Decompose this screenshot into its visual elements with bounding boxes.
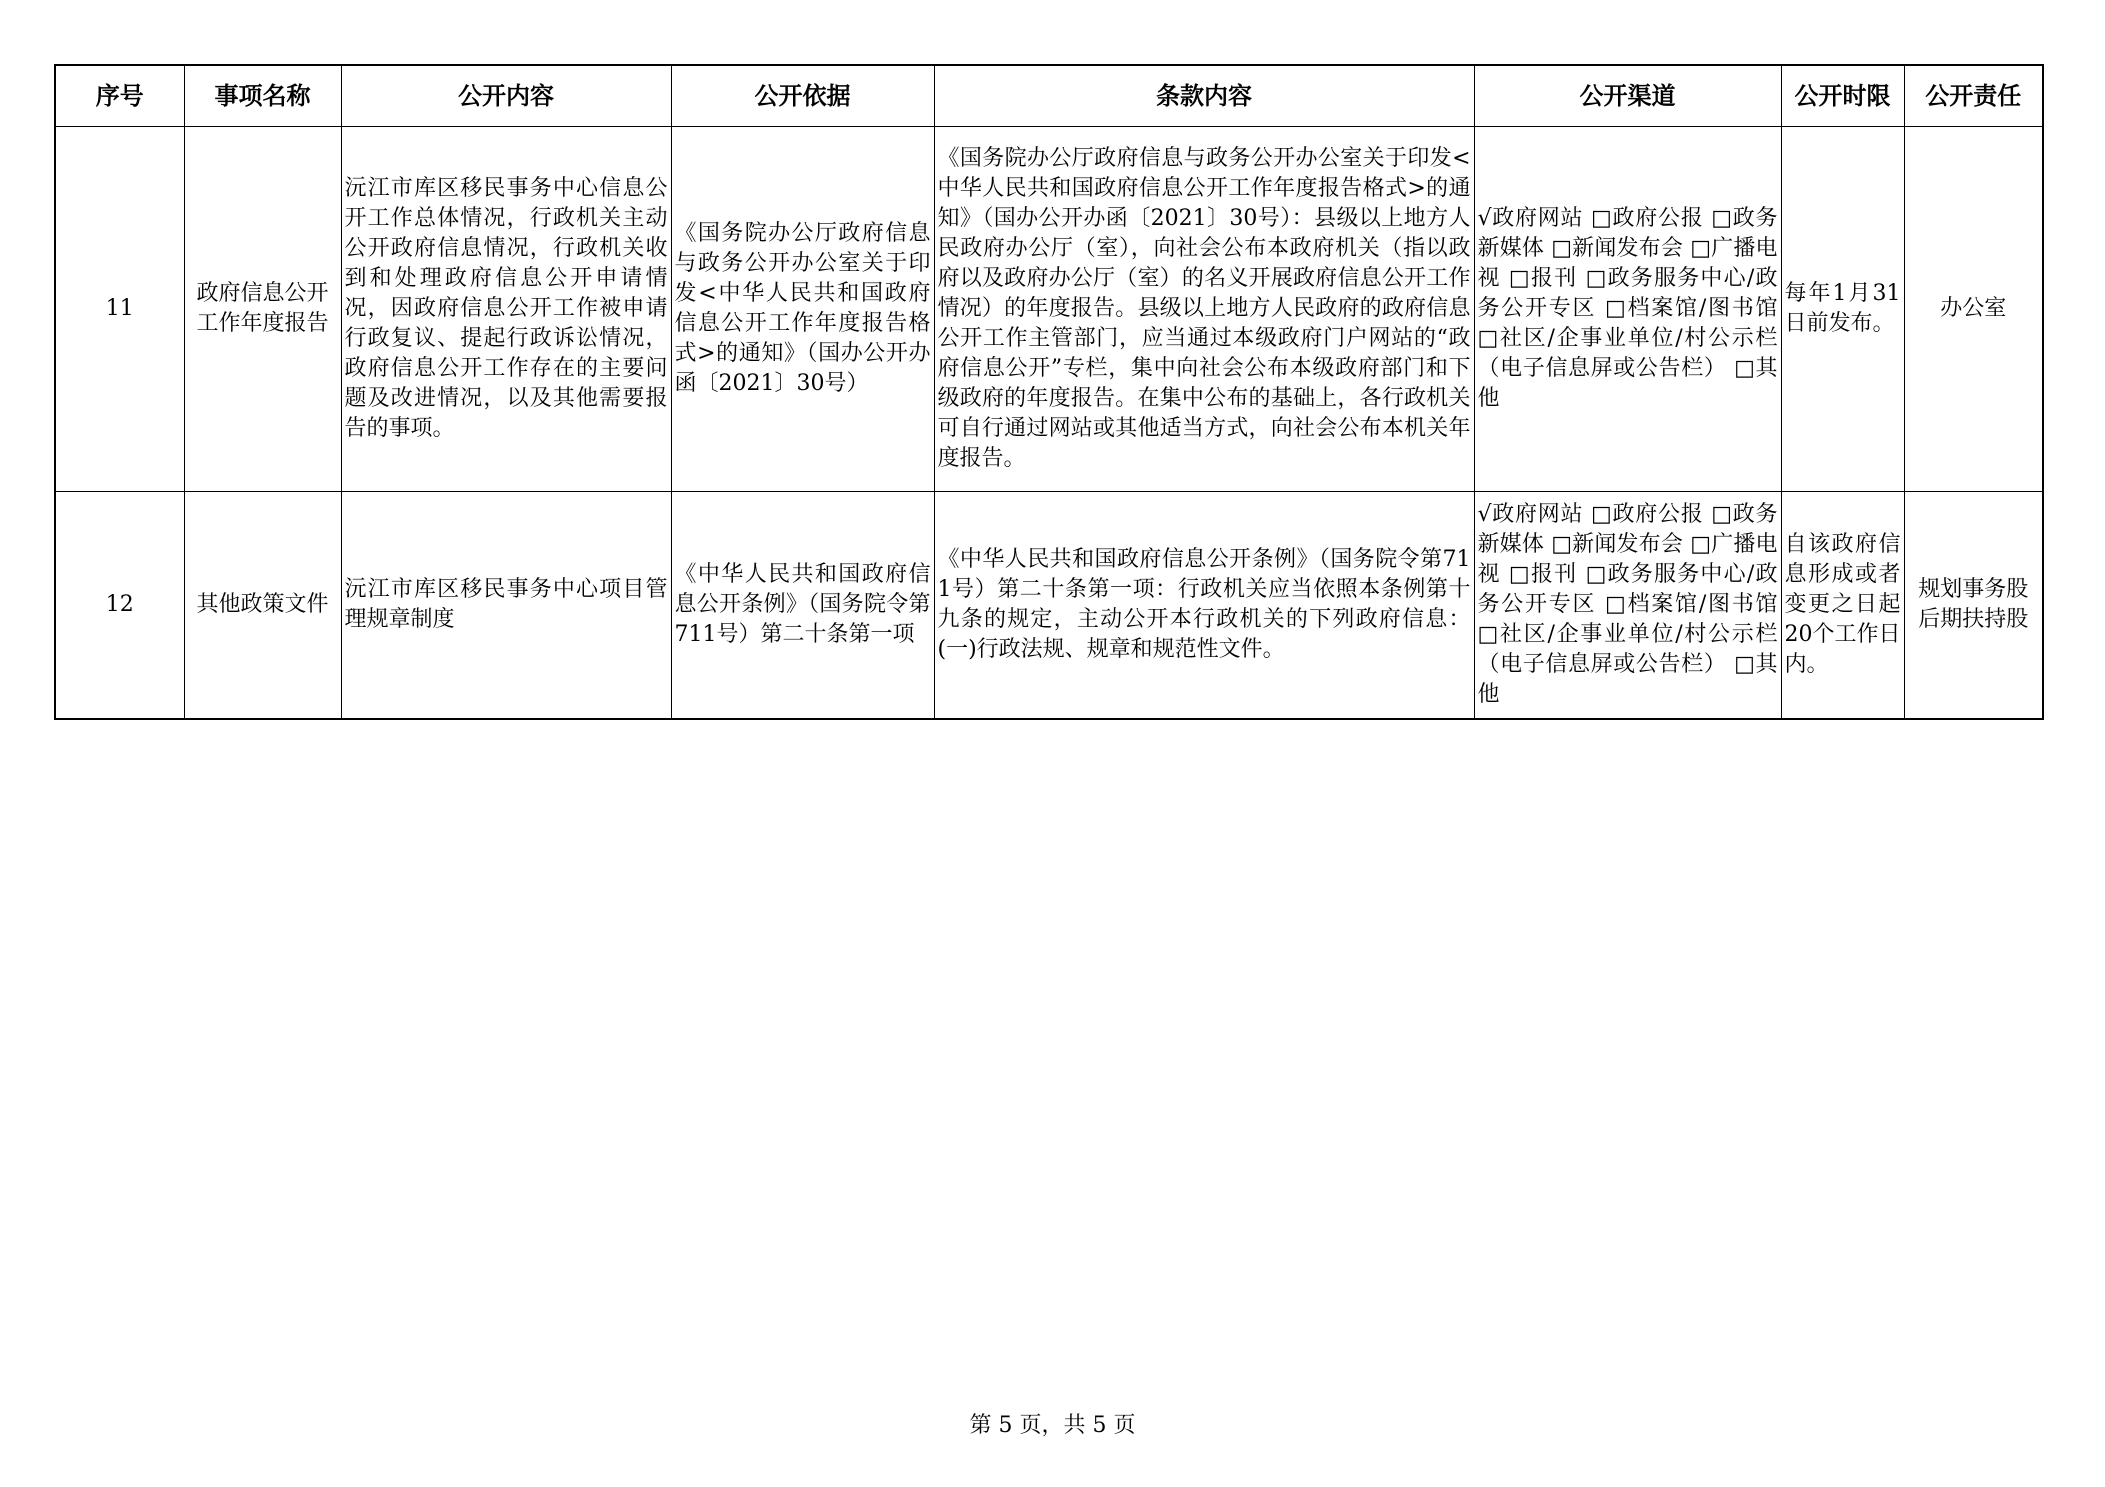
header-no: 序号 bbox=[55, 65, 184, 127]
cell-basis: 《国务院办公厅政府信息与政务公开办公室关于印发<中华人民共和国政府信息公开工作年度报告格式>的通知》（国办公开办函〔2021〕30号） bbox=[671, 127, 934, 492]
header-basis: 公开依据 bbox=[671, 65, 934, 127]
header-responsibility: 公开责任 bbox=[1904, 65, 2043, 127]
cell-responsibility: 规划事务股后期扶持股 bbox=[1904, 492, 2043, 720]
cell-responsibility: 办公室 bbox=[1904, 127, 2043, 492]
cell-content: 沅江市库区移民事务中心信息公开工作总体情况，行政机关主动公开政府信息情况，行政机关收到和处理政府信息公开申请情况，因政府信息公开工作被申请行政复议、提起行政诉讼情况，政府信息公开工作存在的主要问题及改进情况，以及其他需要报告的事项。 bbox=[341, 127, 671, 492]
cell-no: 12 bbox=[55, 492, 184, 720]
cell-channel: √政府网站 □政府公报 □政务新媒体 □新闻发布会 □广播电视 □报刊 □政务服务中心/政务公开专区 □档案馆/图书馆 □社区/企事业单位/村公示栏（电子信息屏或公告栏） □其他 bbox=[1474, 492, 1781, 720]
header-content: 公开内容 bbox=[341, 65, 671, 127]
cell-channel: √政府网站 □政府公报 □政务新媒体 □新闻发布会 □广播电视 □报刊 □政务服务中心/政务公开专区 □档案馆/图书馆 □社区/企事业单位/村公示栏（电子信息屏或公告栏） □其他 bbox=[1474, 127, 1781, 492]
cell-basis: 《中华人民共和国政府信息公开条例》（国务院令第711号）第二十条第一项 bbox=[671, 492, 934, 720]
cell-clause: 《中华人民共和国政府信息公开条例》（国务院令第711号）第二十条第一项：行政机关应当依照本条例第十九条的规定，主动公开本行政机关的下列政府信息：(一)行政法规、规章和规范性文件。 bbox=[934, 492, 1474, 720]
cell-time-limit: 每年1月31日前发布。 bbox=[1781, 127, 1904, 492]
header-channel: 公开渠道 bbox=[1474, 65, 1781, 127]
cell-no: 11 bbox=[55, 127, 184, 492]
page-number: 第 5 页，共 5 页 bbox=[969, 1413, 1136, 1438]
header-time-limit: 公开时限 bbox=[1781, 65, 1904, 127]
header-name: 事项名称 bbox=[184, 65, 341, 127]
cell-name: 其他政策文件 bbox=[184, 492, 341, 720]
table-row bbox=[55, 492, 2043, 720]
table-row bbox=[55, 127, 2043, 492]
cell-clause: 《国务院办公厅政府信息与政务公开办公室关于印发<中华人民共和国政府信息公开工作年度报告格式>的通知》（国办公开办函〔2021〕30号）：县级以上地方人民政府办公厅（室），向社会公布本政府机关（指以政府以及政府办公厅（室）的名义开展政府信息公开工作情况）的年度报告。县级以上地方人民政府的政府信息公开工作主管部门，应当通过本级政府门户网站的“政府信息公开”专栏，集中向社会公布本级政府部门和下级政府的年度报告。在集中公布的基础上，各行政机关可自行通过网站或其他适当方式，向社会公布本机关年度报告。 bbox=[934, 127, 1474, 492]
header-row bbox=[55, 65, 2043, 127]
cell-content: 沅江市库区移民事务中心项目管理规章制度 bbox=[341, 492, 671, 720]
disclosure-table bbox=[54, 64, 2044, 720]
header-clause: 条款内容 bbox=[934, 65, 1474, 127]
cell-name: 政府信息公开工作年度报告 bbox=[184, 127, 341, 492]
cell-time-limit: 自该政府信息形成或者变更之日起20个工作日内。 bbox=[1781, 492, 1904, 720]
